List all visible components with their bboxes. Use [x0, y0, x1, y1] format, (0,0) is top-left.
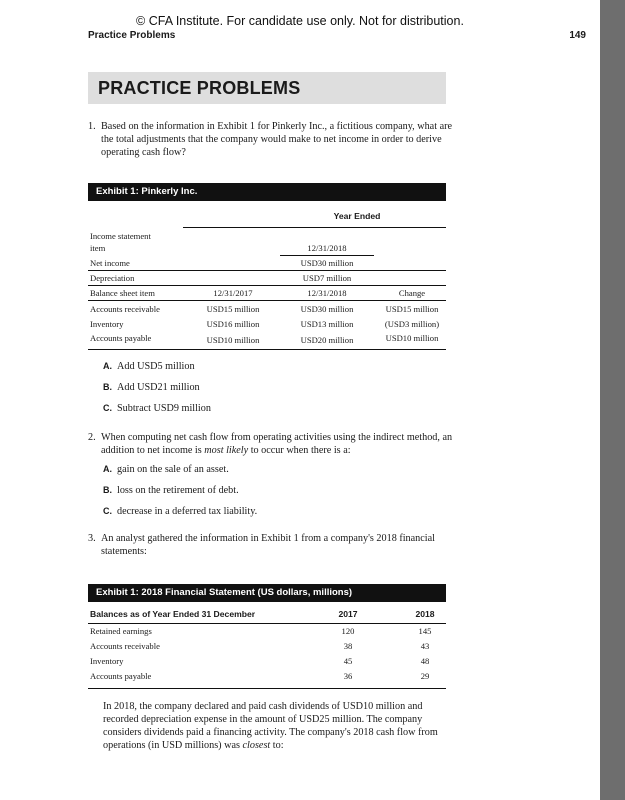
row-value: USD16 million [206, 319, 260, 329]
rule [280, 255, 374, 256]
bs-label: Balance sheet item [90, 288, 155, 298]
question-text: When computing net cash flow from operating activities using the indirect method, an addition to net income is most likely to occur when there is a: [101, 432, 453, 456]
choice-b[interactable]: B. loss on the retirement of debt. [103, 485, 239, 496]
row-value: USD15 million [206, 304, 260, 314]
rule [88, 623, 446, 624]
row-value: USD10 million [206, 335, 260, 345]
depreciation-label: Depreciation [90, 273, 135, 283]
question-3-paragraph: In 2018, the company declared and paid cash dividends of USD10 million and recorded depreciation expense in the amount of USD25 million. The company considers dividends paid a financing activity. The company's 2018 cash flow from operations (in USD millions) was closest to: [103, 701, 438, 751]
row-label: Accounts receivable [90, 304, 160, 314]
is-label-2: item [90, 243, 106, 253]
exhibit-1-table [88, 210, 446, 350]
row-value: USD15 million [385, 304, 439, 314]
question-3 [88, 532, 458, 558]
row-value: USD20 million [300, 335, 354, 345]
is-label-1: Income statement [90, 231, 151, 241]
exhibit-1-title: Exhibit 1: Pinkerly Inc. [88, 183, 446, 201]
table-row: Inventory 45 48 [90, 656, 430, 666]
question-text: An analyst gathered the information in Exhibit 1 from a company's 2018 financial statements: [101, 533, 435, 557]
question-number: 2. [88, 432, 96, 443]
question-number: 3. [88, 533, 96, 544]
watermark: © CFA Institute. For candidate use only. Not for distribution. [136, 14, 464, 28]
rule [88, 285, 446, 286]
rule [88, 270, 446, 271]
row-value: (USD3 million) [384, 319, 440, 329]
col-2017: 2017 [338, 609, 358, 619]
header-label: Balances as of Year Ended 31 December [90, 609, 256, 619]
exhibit-2-header [88, 606, 446, 624]
bs-col-2018: 12/31/2018 [307, 288, 347, 298]
scrollbar[interactable] [600, 0, 625, 800]
col-2018: 2018 [415, 609, 435, 619]
running-head: Practice Problems [88, 30, 176, 41]
rule [88, 300, 446, 301]
section-title: PRACTICE PROBLEMS [98, 78, 301, 98]
choice-c[interactable]: C. Subtract USD9 million [103, 403, 211, 414]
choice-a[interactable]: A. Add USD5 million [103, 361, 195, 372]
choice-a[interactable]: A. gain on the sale of an asset. [103, 464, 229, 475]
row-value: USD30 million [300, 304, 354, 314]
net-income-label: Net income [90, 258, 130, 268]
bs-col-change: Change [398, 288, 426, 298]
year-ended-header: Year Ended [333, 211, 381, 221]
table-row: Retained earnings 120 145 [90, 626, 432, 636]
question-text: Based on the information in Exhibit 1 for Pinkerly Inc., a fictitious company, what are the total adjustments that the company would make to net income in order to derive operating cash flow? [101, 121, 453, 158]
bs-col-2017: 12/31/2017 [213, 288, 253, 298]
section-banner [88, 72, 446, 104]
exhibit-2-title: Exhibit 1: 2018 Financial Statement (US dollars, millions) [88, 584, 446, 602]
page-number: 149 [569, 30, 586, 41]
row-label: Accounts payable [90, 333, 152, 343]
table-row: Accounts receivable 38 43 [90, 641, 430, 651]
net-income-value: USD30 million [300, 258, 354, 268]
depreciation-value: USD7 million [302, 273, 352, 283]
row-value: USD10 million [385, 333, 439, 343]
rule [88, 349, 446, 350]
choice-c[interactable]: C. decrease in a deferred tax liability. [103, 506, 258, 517]
row-label: Inventory [90, 319, 124, 329]
question-1 [88, 120, 458, 159]
table-row: Accounts payable 36 29 [90, 671, 430, 681]
row-value: USD13 million [300, 319, 354, 329]
question-2 [88, 431, 458, 457]
rule [88, 688, 446, 689]
rule [183, 227, 446, 228]
is-date: 12/31/2018 [307, 243, 347, 253]
question-number: 1. [88, 121, 96, 132]
choice-b[interactable]: B. Add USD21 million [103, 382, 200, 393]
